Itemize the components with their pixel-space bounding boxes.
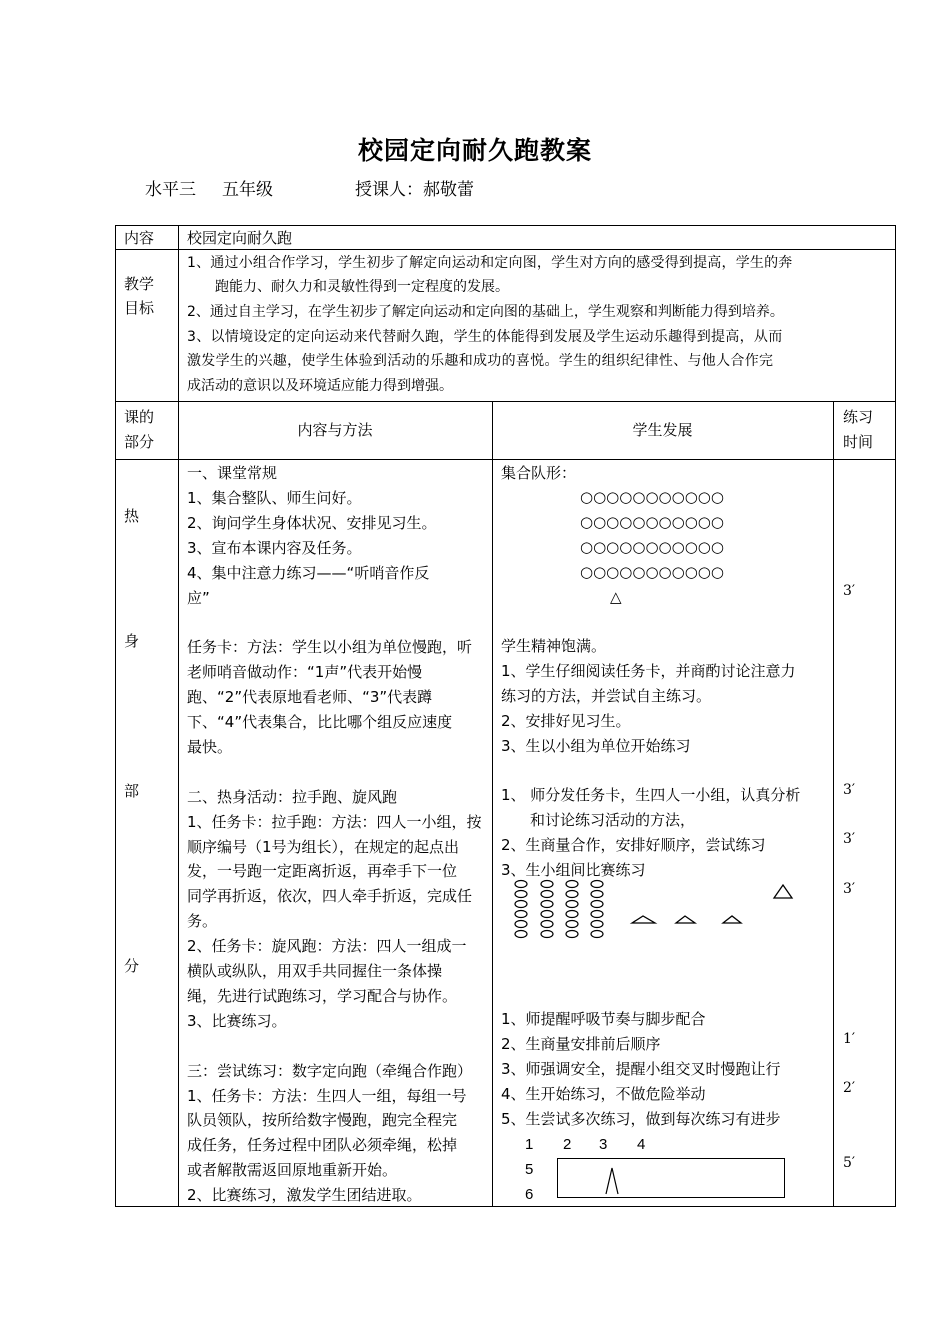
grade-text: 五年级: [222, 180, 273, 200]
start-marker: [600, 1164, 630, 1198]
map-number: 1: [525, 1136, 534, 1153]
objectives-label-2: 目标: [124, 299, 155, 317]
method-line: 二、热身活动：拉手跑、旋风跑: [187, 787, 398, 806]
method-line: 老师哨音做动作：“1声”代表开始慢: [187, 663, 423, 682]
method-line: 队员领队，按所给数字慢跑，跑完全程完: [187, 1111, 458, 1130]
teacher-text: 授课人：郝敬蕾: [355, 180, 474, 200]
time-value: 1′: [843, 1031, 856, 1047]
method-line: 2、比赛练习，激发学生团结进取。: [187, 1186, 422, 1205]
map-number: 5: [525, 1161, 534, 1178]
circle-row: ○○○○○○○○○○○: [580, 563, 724, 581]
part-label-1: 热: [124, 507, 140, 525]
method-line: 务。: [187, 912, 218, 931]
method-line: 跑、“2”代表原地看老师、“3”代表蹲: [187, 688, 433, 707]
method-line: 3、比赛练习。: [187, 1011, 287, 1030]
map-number: 2: [563, 1136, 572, 1153]
time-value: 3′: [843, 583, 856, 599]
method-line: 顺序编号（1号为组长），在规定的起点出: [187, 837, 460, 856]
time-value: 5′: [843, 1155, 856, 1171]
map-number: 3: [599, 1136, 608, 1153]
col-time-2: 时间: [843, 433, 874, 451]
circle-row: ○○○○○○○○○○○: [580, 513, 724, 531]
content-value: 校园定向耐久跑: [187, 229, 293, 247]
method-line: 成任务，任务过程中团队必须牵绳，松掉: [187, 1136, 458, 1155]
map-number: 6: [525, 1186, 534, 1203]
method-line: 应”: [187, 588, 210, 607]
method-line: 1、集合整队、师生问好。: [187, 488, 362, 507]
col-method: 内容与方法: [297, 421, 373, 439]
time-value: 3′: [843, 881, 856, 897]
teacher-icon: [774, 885, 792, 898]
col-student: 学生发展: [632, 421, 693, 439]
method-line: 1、任务卡：拉手跑：方法：四人一小组，按: [187, 812, 482, 831]
method-line: 发，一号跑一定距离折返，再牵手下一位: [187, 862, 458, 881]
objectives-label-1: 教学: [124, 275, 155, 293]
method-line: 或者解散需返回原地重新开始。: [187, 1161, 398, 1180]
method-line: 4、集中注意力练习——“听哨音作反: [187, 563, 430, 582]
time-value: 2′: [843, 1080, 856, 1096]
method-line: 2、任务卡：旋风跑：方法：四人一组成一: [187, 937, 467, 956]
method-line: 1、任务卡：方法：生四人一组，每组一号: [187, 1086, 467, 1105]
cone-markers: [632, 885, 792, 923]
field-rectangle: [557, 1158, 785, 1198]
content-label: 内容: [124, 229, 155, 247]
col-part-1: 课的: [124, 408, 155, 426]
method-line: 2、询问学生身体状况、安排见习生。: [187, 513, 437, 532]
level-text: 水平三: [145, 180, 196, 200]
circle-row: ○○○○○○○○○○○: [580, 488, 724, 506]
method-line: 3、宣布本课内容及任务。: [187, 538, 362, 557]
method-line: 同学再折返，依次，四人牵手折返，完成任: [187, 887, 473, 906]
method-line: 最快。: [187, 737, 233, 756]
col-part-2: 部分: [124, 433, 155, 451]
teacher-icon: △: [610, 588, 622, 606]
map-number: 4: [637, 1136, 646, 1153]
student-groups: [515, 881, 603, 938]
method-line: 横队或纵队，用双手共同握住一条体操: [187, 962, 443, 980]
method-line: 一、课堂常规: [187, 464, 278, 482]
page-title: 校园定向耐久跑教案: [357, 136, 592, 165]
part-label-4: 分: [124, 957, 140, 975]
method-line: 三：尝试练习：数字定向跑（牵绳合作跑）: [187, 1061, 473, 1080]
method-line: 任务卡：方法：学生以小组为单位慢跑，听: [187, 638, 473, 657]
circle-row: ○○○○○○○○○○○: [580, 538, 724, 556]
part-label-3: 部: [124, 782, 140, 800]
time-value: 3′: [843, 782, 856, 798]
method-line: 下、“4”代表集合，比比哪个组反应速度: [187, 713, 453, 731]
formation-label: 集合队形：: [501, 464, 577, 482]
col-time-1: 练习: [843, 408, 874, 426]
time-value: 3′: [843, 831, 856, 847]
method-line: 绳，先进行试跑练习，学习配合与协作。: [187, 986, 458, 1005]
relay-diagram: [500, 875, 830, 945]
part-label-2: 身: [124, 632, 140, 650]
